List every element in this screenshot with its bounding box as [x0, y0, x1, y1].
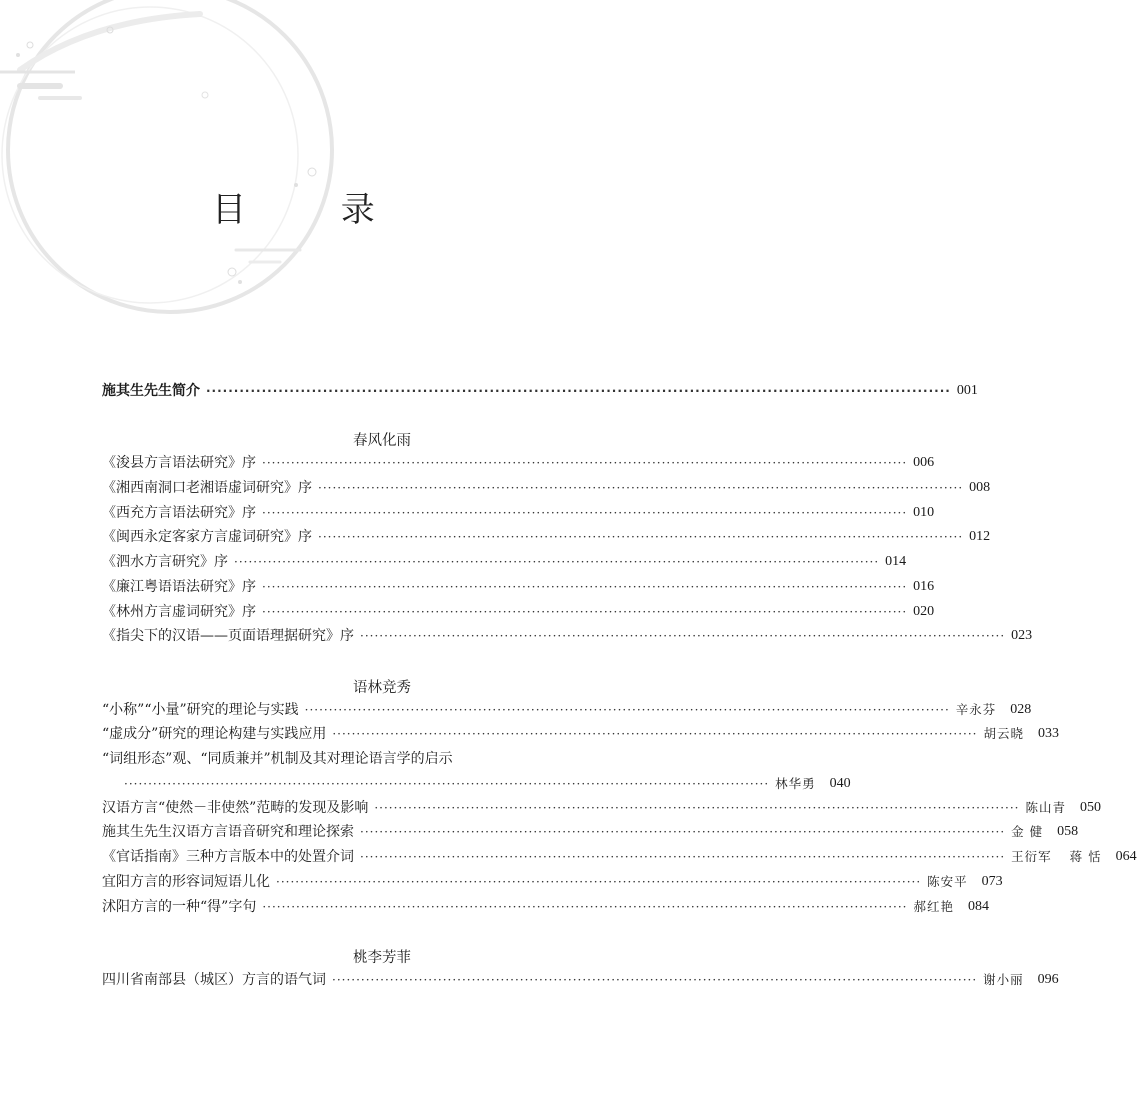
toc-entry-page: 096 [1037, 972, 1059, 987]
toc-entry-page: 040 [829, 776, 851, 791]
toc-entry-title: 汉语方言“使然－非使然”范畴的发现及影响 [102, 800, 369, 816]
toc-entry-title: 宜阳方言的形容词短语儿化 [102, 874, 270, 890]
dot-leader: ······································································································································ [262, 456, 908, 470]
dot-leader: ······································································································································ [360, 629, 1006, 643]
dot-leader: ······································································································································ [262, 900, 908, 914]
toc-entry-page: 023 [1011, 628, 1033, 643]
toc-entry[interactable] [102, 869, 1003, 891]
section-heading-chunfenghuayu: 春风化雨 [353, 433, 411, 449]
section-heading-yulinjingxiu: 语林竞秀 [353, 680, 411, 696]
toc-entry[interactable] [102, 549, 907, 571]
toc-entry-title: 施其生先生简介 [102, 383, 200, 399]
dot-leader: ······································································································································ [304, 703, 950, 717]
toc-entry[interactable] [102, 721, 1059, 743]
toc-entry-author: 林华勇 [775, 776, 816, 791]
toc-entry-title: 四川省南部县（城区）方言的语气词 [102, 972, 326, 988]
toc-entry-page: 050 [1079, 800, 1101, 815]
toc-entry-page: 028 [1010, 702, 1032, 717]
toc-entry-coauthor: 王衍军 [1011, 849, 1052, 864]
dot-leader: ······································································································································ [276, 875, 922, 889]
toc-entry-title: “词组形态”观、“同质兼并”机制及其对理论语言学的启示 [102, 751, 453, 767]
toc-entry-page: 064 [1115, 849, 1137, 864]
dot-leader: ······································································································································ [318, 530, 964, 544]
toc-entry-author: 金 健 [1011, 824, 1044, 839]
toc-entry-page: 084 [967, 899, 989, 914]
dot-leader: ······································································································································ [262, 506, 908, 520]
toc-entry-title: 《廉江粤语语法研究》序 [102, 579, 256, 595]
toc-entry-page: 073 [981, 874, 1003, 889]
toc-entry-author: 陈山青 [1025, 800, 1066, 815]
toc-entry-page: 020 [913, 604, 935, 619]
toc-entry-title: 沭阳方言的一种“得”字句 [102, 899, 257, 915]
toc-entry[interactable] [102, 795, 1101, 817]
toc-entry-title-line[interactable] [102, 746, 662, 768]
toc-entry-title: 《林州方言虚词研究》序 [102, 604, 256, 620]
toc-entry-page: 012 [969, 529, 991, 544]
toc-entry-title: 《湘西南洞口老湘语虚词研究》序 [102, 480, 312, 496]
page-title: 目 录 [212, 190, 417, 230]
toc-entry-page: 008 [969, 480, 991, 495]
toc-entry[interactable] [102, 599, 935, 621]
toc-entry-page: 033 [1037, 726, 1059, 741]
toc-entry-title: 《闽西永定客家方言虚词研究》序 [102, 529, 312, 545]
section-heading-taolifangfei: 桃李芳菲 [353, 950, 411, 966]
toc-entry[interactable] [102, 894, 989, 916]
toc-entry[interactable] [102, 500, 935, 522]
dot-leader: ······································································································································ [124, 777, 770, 791]
toc-entry-author: 辛永芬 [955, 702, 997, 717]
toc-entry-author: 蒋 恬 [1069, 849, 1102, 864]
toc-entry-page: 001 [956, 383, 978, 398]
toc-entry[interactable] [102, 844, 1137, 866]
dot-leader: ······································································································································ [234, 555, 880, 569]
decorative-circles-ornament [0, 0, 360, 330]
toc-entry[interactable] [102, 475, 991, 497]
toc-entry-title: 《浚县方言语法研究》序 [102, 455, 256, 471]
dot-leader: ······································································································································ [262, 605, 908, 619]
toc-entry-title: “小称”“小量”研究的理论与实践 [102, 702, 299, 718]
toc-entry-title: “虚成分”研究的理论构建与实践应用 [102, 726, 327, 742]
toc-entry[interactable] [102, 819, 1079, 841]
dot-leader: ······································································································································ [332, 973, 978, 987]
dot-leader: ······································································································································ [206, 384, 951, 398]
toc-entry-title: 《西充方言语法研究》序 [102, 505, 256, 521]
toc-entry[interactable] [102, 450, 935, 472]
dot-leader: ······································································································································ [360, 850, 1006, 864]
toc-entry[interactable] [102, 967, 1059, 989]
dot-leader: ······································································································································ [332, 727, 978, 741]
toc-entry-author: 胡云晓 [983, 726, 1024, 741]
dot-leader: ······································································································································ [318, 481, 964, 495]
toc-entry-author: 郝红艳 [913, 899, 954, 914]
toc-entry-title: 施其生先生汉语方言语音研究和理论探索 [102, 824, 354, 840]
toc-entry-page: 016 [913, 579, 935, 594]
toc-entry[interactable] [102, 623, 1033, 645]
toc-entry-page: 006 [913, 455, 935, 470]
toc-entry[interactable] [102, 574, 935, 596]
dot-leader: ······································································································································ [374, 801, 1020, 815]
toc-entry-author: 谢小丽 [983, 972, 1024, 987]
dot-leader: ······································································································································ [262, 580, 908, 594]
toc-entry-author: 陈安平 [927, 874, 968, 889]
toc-entry-intro[interactable] [102, 378, 978, 400]
toc-entry[interactable] [102, 697, 1032, 719]
toc-entry-page: 014 [885, 554, 907, 569]
toc-entry[interactable] [102, 524, 991, 546]
toc-entry-page: 010 [913, 505, 935, 520]
toc-entry-title: 《泗水方言研究》序 [102, 554, 228, 570]
toc-entry-page: 058 [1057, 824, 1079, 839]
toc-entry-continuation[interactable] [102, 771, 851, 793]
toc-entry-title: 《官话指南》三种方言版本中的处置介词 [102, 849, 354, 865]
dot-leader: ······································································································································ [360, 825, 1006, 839]
toc-entry-title: 《指尖下的汉语——页面语理据研究》序 [102, 628, 354, 644]
